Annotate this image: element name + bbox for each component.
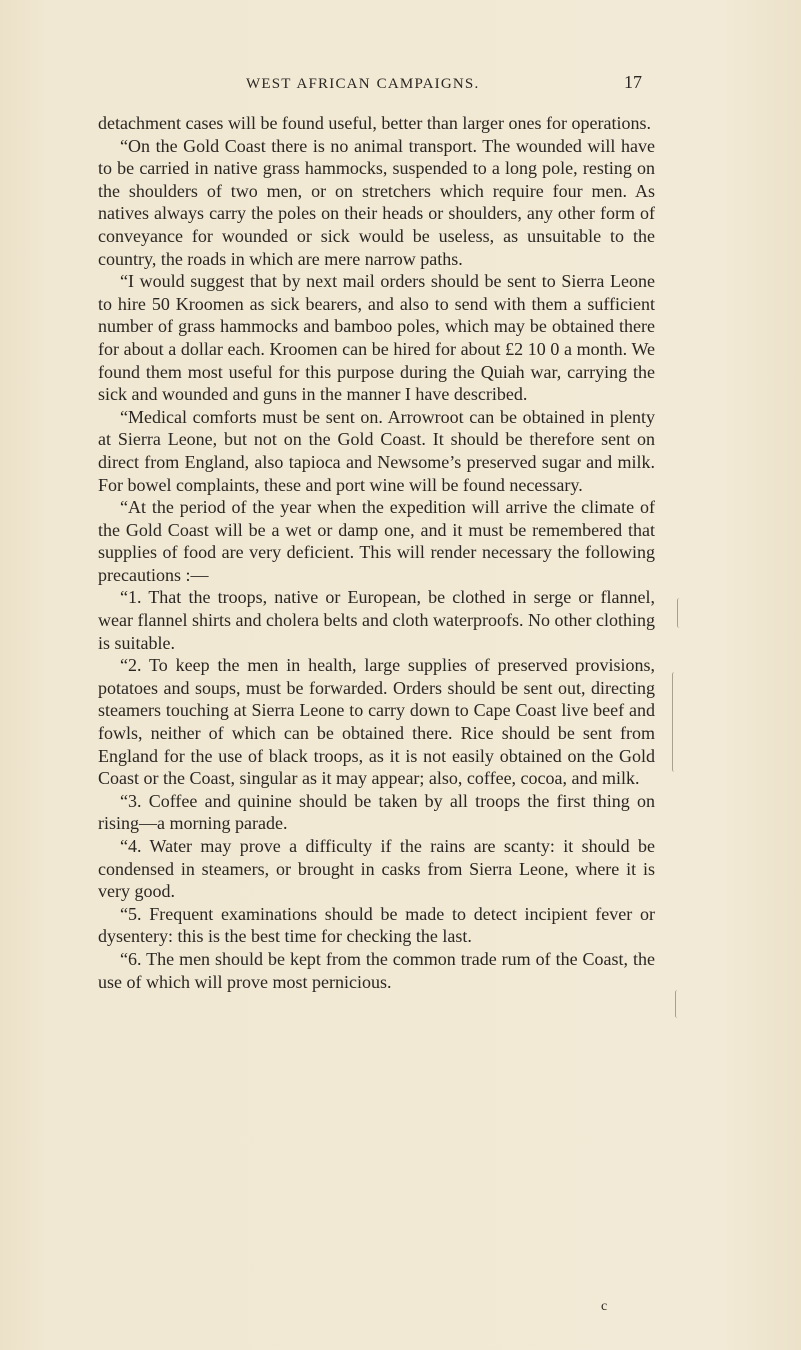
page-number: 17: [624, 72, 642, 92]
paragraph: “4. Water may prove a difficulty if the rains are scanty: it should be condensed in steamers, or brought in casks from Sierra Leone, where it is very good.: [98, 836, 655, 902]
paragraph: “5. Frequent examinations should be made to detect incipient fever or dysentery: this is the best time for checking the last.: [98, 903, 655, 947]
paragraph: “2. To keep the men in health, large supplies of preserved provisions, potatoes and soups, must be forwarded. Orders should be sent out, directing steamers touching at Sierra Leone to carry down to Cape Coast live beef and fowls, neither of which can be obtained there. Rice should be sent from England for the use of black troops, as it is not easily obtained on the Gold Coast or the Coast, singular as it may appear; also, coffee, cocoa, and milk.: [98, 655, 655, 789]
page-edge-mark: [672, 672, 677, 772]
paragraph: “On the Gold Coast there is no animal transport. The wounded will have to be carried in native grass hammocks, suspended to a long pole, resting on the shoulders of two men, or on stretchers which require four men. As natives always carry the poles on their heads or shoulders, any other form of conveyance for wounded or sick would be useless, as unsuitable to the country, the roads in which are mere narrow paths.: [98, 135, 655, 269]
running-head: WEST AFRICAN CAMPAIGNS.: [246, 76, 480, 92]
signature-mark: c: [601, 1299, 608, 1314]
paragraph: “At the period of the year when the expedition will arrive the climate of the Gold Coast will be a wet or damp one, and it must be remembered that supplies of food are very deficient. This will render necessary the following precautions :—: [98, 497, 655, 585]
paragraph: “6. The men should be kept from the common trade rum of the Coast, the use of which will prove most pernicious.: [98, 948, 655, 992]
paragraph: “3. Coffee and quinine should be taken by all troops the first thing on rising—a morning parade.: [98, 790, 655, 834]
paragraph: “I would suggest that by next mail orders should be sent to Sierra Leone to hire 50 Kroomen as sick bearers, and also to send with them a sufficient number of grass hammocks and bamboo poles, which may be obtained there for about a dollar each. Kroomen can be hired for about £2 10 0 a month. We found them most useful for this purpose during the Quiah war, carrying the sick and wounded and guns in the manner I have described.: [98, 271, 655, 405]
paragraph: detachment cases will be found useful, better than larger ones for operations.: [98, 113, 651, 133]
page-edge-mark: [675, 990, 680, 1018]
paragraph: “Medical comforts must be sent on. Arrowroot can be obtained in plenty at Sierra Leone, but not on the Gold Coast. It should be therefore sent on direct from England, also tapioca and Newsome’s preserved sugar and milk. For bowel complaints, these and port wine will be found necessary.: [98, 406, 655, 495]
paragraph: “1. That the troops, native or European, be clothed in serge or flannel, wear flannel shirts and cholera belts and cloth waterproofs. No other clothing is suitable.: [98, 587, 655, 653]
body-text: [98, 112, 655, 993]
page-edge-mark: [677, 598, 682, 628]
